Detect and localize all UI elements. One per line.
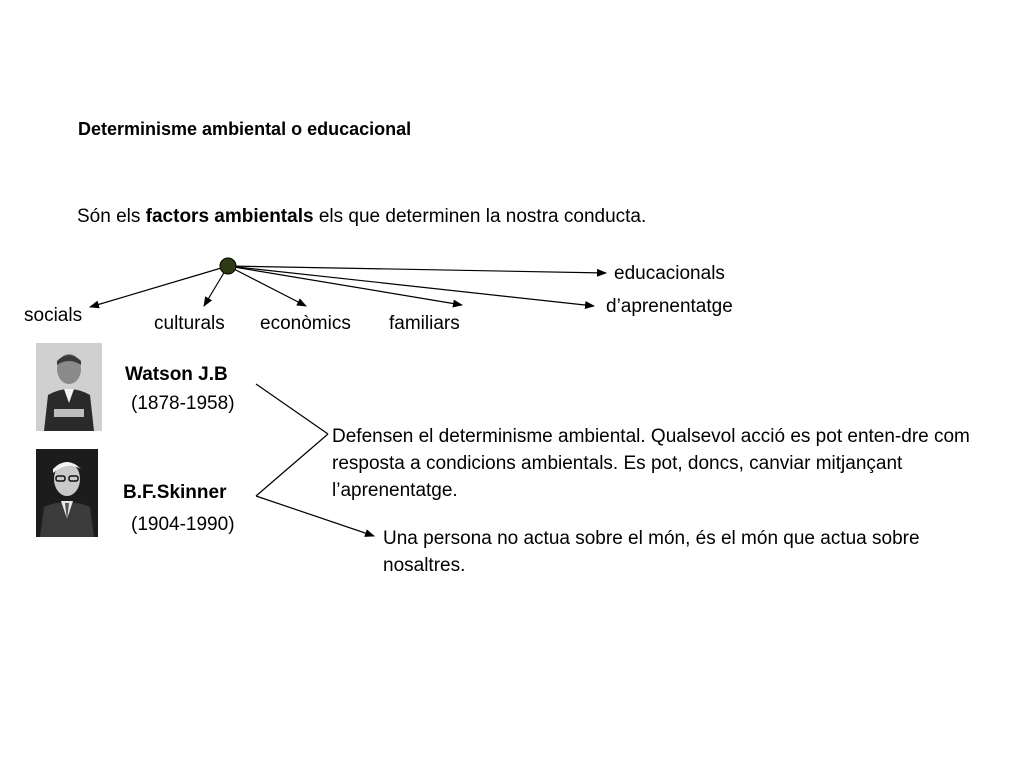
skinner-portrait-icon — [36, 449, 98, 537]
intro-bold: factors ambientals — [145, 206, 314, 227]
factor-culturals: culturals — [154, 313, 225, 334]
statement-persona: Una persona no actua sobre el món, és el món que actua sobre nosaltres. — [383, 528, 920, 576]
factors-node — [220, 258, 236, 274]
factor-familiars: familiars — [389, 313, 460, 334]
factor-aprenentatge: d’aprenentatge — [606, 296, 733, 317]
factor-economics: econòmics — [260, 313, 351, 334]
author-years-watson: (1878-1958) — [131, 393, 235, 414]
page-title: Determinisme ambiental o educacional — [78, 119, 412, 139]
connector-skinner — [256, 434, 328, 496]
watson-portrait-icon — [36, 343, 102, 431]
author-years-skinner: (1904-1990) — [131, 514, 235, 535]
author-name-watson: Watson J.B — [125, 364, 228, 385]
intro-before: Són els — [77, 206, 146, 227]
intro-after: els que determinen la nostra conducta. — [313, 206, 647, 227]
author-name-skinner: B.F.Skinner — [123, 482, 227, 503]
factor-educacionals: educacionals — [614, 263, 725, 284]
intro-sentence — [77, 206, 646, 228]
connector-watson — [256, 384, 328, 434]
statement-defensen: Defensen el determinisme ambiental. Qualsevol acció es pot enten-dre com resposta a condicions ambientals. Es pot, doncs, canviar mitjançant l’aprenentatge. — [332, 426, 970, 501]
factor-socials: socials — [24, 305, 83, 326]
arrow-to-familiars — [228, 266, 462, 305]
